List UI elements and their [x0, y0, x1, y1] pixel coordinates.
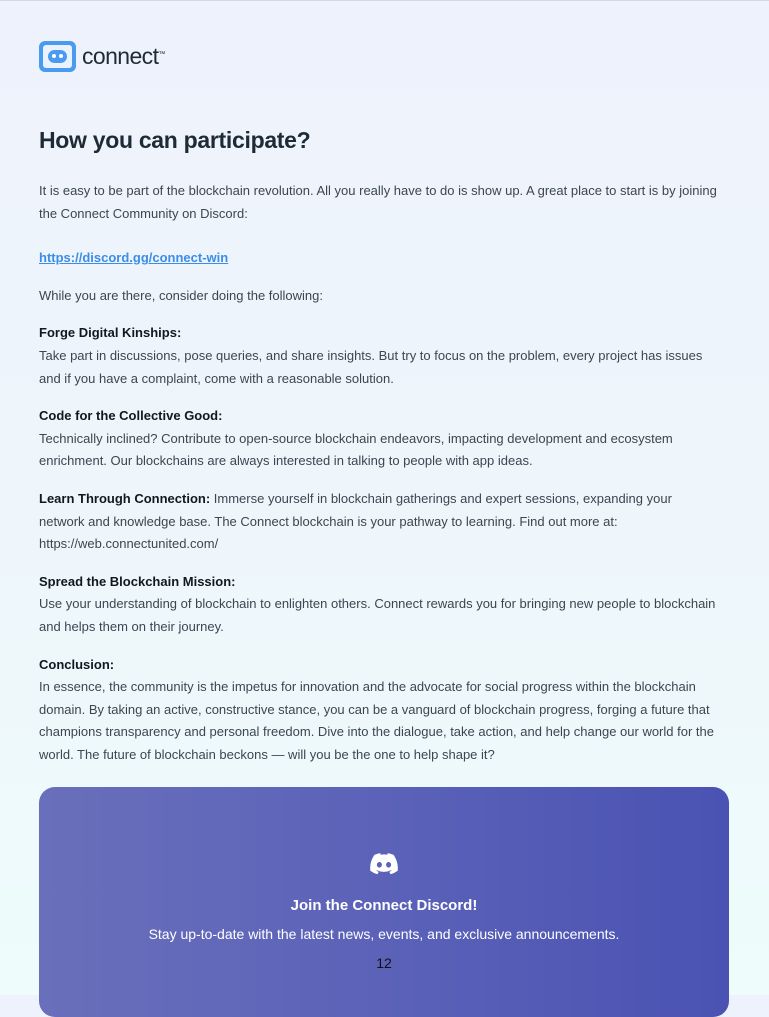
item-title: Code for the Collective Good:: [39, 408, 223, 424]
cta-subtitle: Stay up-to-date with the latest news, events, and exclusive announcements.: [148, 926, 620, 942]
item-body: Use your understanding of blockchain to enlighten others. Connect rewards you for bringing new people to blockchain and helps them on their journey.: [39, 596, 716, 634]
connect-logo: [39, 41, 165, 72]
discord-invite-link[interactable]: https://discord.gg/connect-win: [39, 250, 229, 266]
brand-name: connect: [82, 43, 159, 69]
page-title: How you can participate?: [39, 127, 311, 153]
item-title: Learn Through Connection:: [39, 490, 211, 506]
list-item: [39, 654, 719, 767]
trademark-symbol: ™: [158, 51, 166, 58]
item-body: Take part in discussions, pose queries, and share insights. But try to focus on the problem, every project has issues and if you have a complaint, come with a reasonable solution.: [39, 347, 703, 386]
item-body: Technically inclined? Contribute to open-source blockchain endeavors, impacting development and ecosystem enrichment. Our blockchains are always interested in talking to people with app ideas.: [39, 430, 673, 469]
list-item: [39, 488, 719, 556]
top-divider: [0, 0, 769, 1]
page-number-value: 12: [376, 955, 392, 971]
list-item: [39, 322, 719, 390]
list-item: [39, 405, 719, 473]
item-body: Immerse yourself in blockchain gatherings and expert sessions, expanding your network and knowledge base. The Connect blockchain is your pathway to learning. Find out more at: https://web.connectunited.com/: [39, 490, 672, 552]
discord-icon: [370, 853, 398, 875]
item-body: In essence, the community is the impetus for innovation and the advocate for social progress within the blockchain domain. By taking an active, constructive stance, you can be a vanguard of blockchain progress, forging a future that champions transparency and personal freedom. Dive into the dialogue, take action, and help change our world for the world. The future of blockchain beckons — will you be the one to help shape it?: [39, 679, 714, 762]
discord-link-paragraph: [39, 247, 719, 270]
list-item: [39, 571, 719, 639]
cta-title: Join the Connect Discord!: [290, 897, 478, 914]
connect-logo-icon: [39, 41, 76, 72]
article-content: [39, 124, 719, 781]
discord-cta-banner[interactable]: [39, 787, 729, 1017]
item-title: Spread the Blockchain Mission:: [39, 573, 236, 589]
item-title: Forge Digital Kinships:: [39, 325, 182, 341]
item-title: Conclusion:: [39, 656, 115, 672]
intro-paragraph: It is easy to be part of the blockchain revolution. All you really have to do is show up. A great place to start is by joining the Connect Community on Discord:: [39, 183, 717, 221]
lead-paragraph: While you are there, consider doing the following:: [39, 287, 323, 303]
